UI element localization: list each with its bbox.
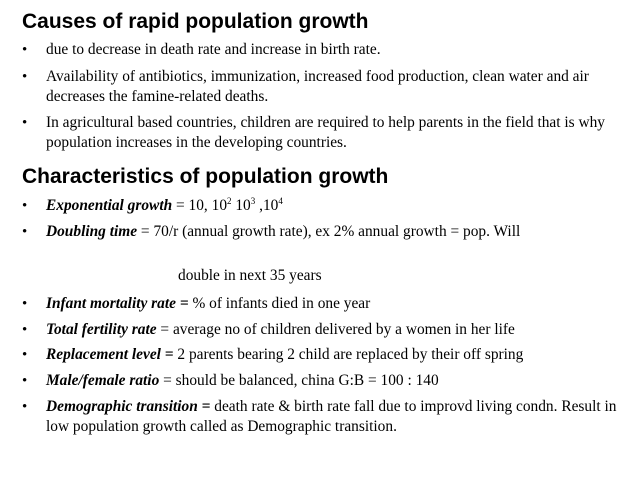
item-text: ,10 [255, 197, 279, 214]
item-text: = should be balanced, china G:B = 100 : 140 [159, 372, 439, 389]
bullet-icon: • [22, 69, 28, 85]
list-item [22, 294, 622, 314]
term-demographic-transition: Demographic transition = [46, 398, 211, 415]
exponent: 4 [278, 195, 283, 206]
list-item [22, 222, 622, 242]
list-item [22, 371, 622, 391]
item-text: % of infants died in one year [188, 295, 371, 312]
item-text: death rate & birth rate fall due to improvd living condn. Result in low population growth called as Demographic transition. [46, 398, 617, 435]
bullet-icon: • [22, 296, 28, 312]
bullet-icon: • [22, 198, 28, 214]
bullet-icon: • [22, 399, 28, 415]
term-exponential-growth: Exponential growth [46, 197, 173, 214]
item-text: due to decrease in death rate and increase in birth rate. [46, 41, 381, 58]
term-total-fertility: Total fertility rate [46, 321, 157, 338]
list-item [22, 40, 622, 60]
exponent: 2 [227, 195, 232, 206]
item-text: = 10, 10 [172, 197, 228, 214]
list-item [22, 397, 622, 437]
exponent: 3 [250, 195, 256, 206]
list-item [22, 67, 622, 107]
bullet-icon: • [22, 322, 28, 338]
list-item [22, 345, 622, 365]
term-sex-ratio: Male/female ratio [46, 372, 160, 389]
term-replacement-level: Replacement level = [46, 346, 174, 363]
list-item [22, 196, 622, 216]
item-text: Availability of antibiotics, immunization, increased food production, clean water and air decreases the famine-related deaths. [46, 68, 589, 105]
bullet-icon: • [22, 347, 28, 363]
item-text: = average no of children delivered by a women in her life [156, 321, 515, 338]
bullet-icon: • [22, 42, 28, 58]
item-continuation: double in next 35 years [178, 267, 322, 284]
bullet-icon: • [22, 115, 28, 131]
bullet-icon: • [22, 373, 28, 389]
item-text: = 70/r (annual growth rate), ex 2% annual growth = pop. Will [137, 223, 521, 240]
term-doubling-time: Doubling time [46, 223, 138, 240]
list-item [22, 320, 622, 340]
item-text: 10 [231, 197, 251, 214]
characteristics-heading: Characteristics of population growth [22, 165, 389, 188]
list-item [22, 113, 622, 153]
item-text: In agricultural based countries, children are required to help parents in the field that is why population increases in the developing countries. [46, 114, 606, 151]
item-text: 2 parents bearing 2 child are replaced by their off spring [173, 346, 524, 363]
term-infant-mortality: Infant mortality rate = [46, 295, 189, 312]
bullet-icon: • [22, 224, 28, 240]
causes-heading: Causes of rapid population growth [22, 10, 369, 33]
